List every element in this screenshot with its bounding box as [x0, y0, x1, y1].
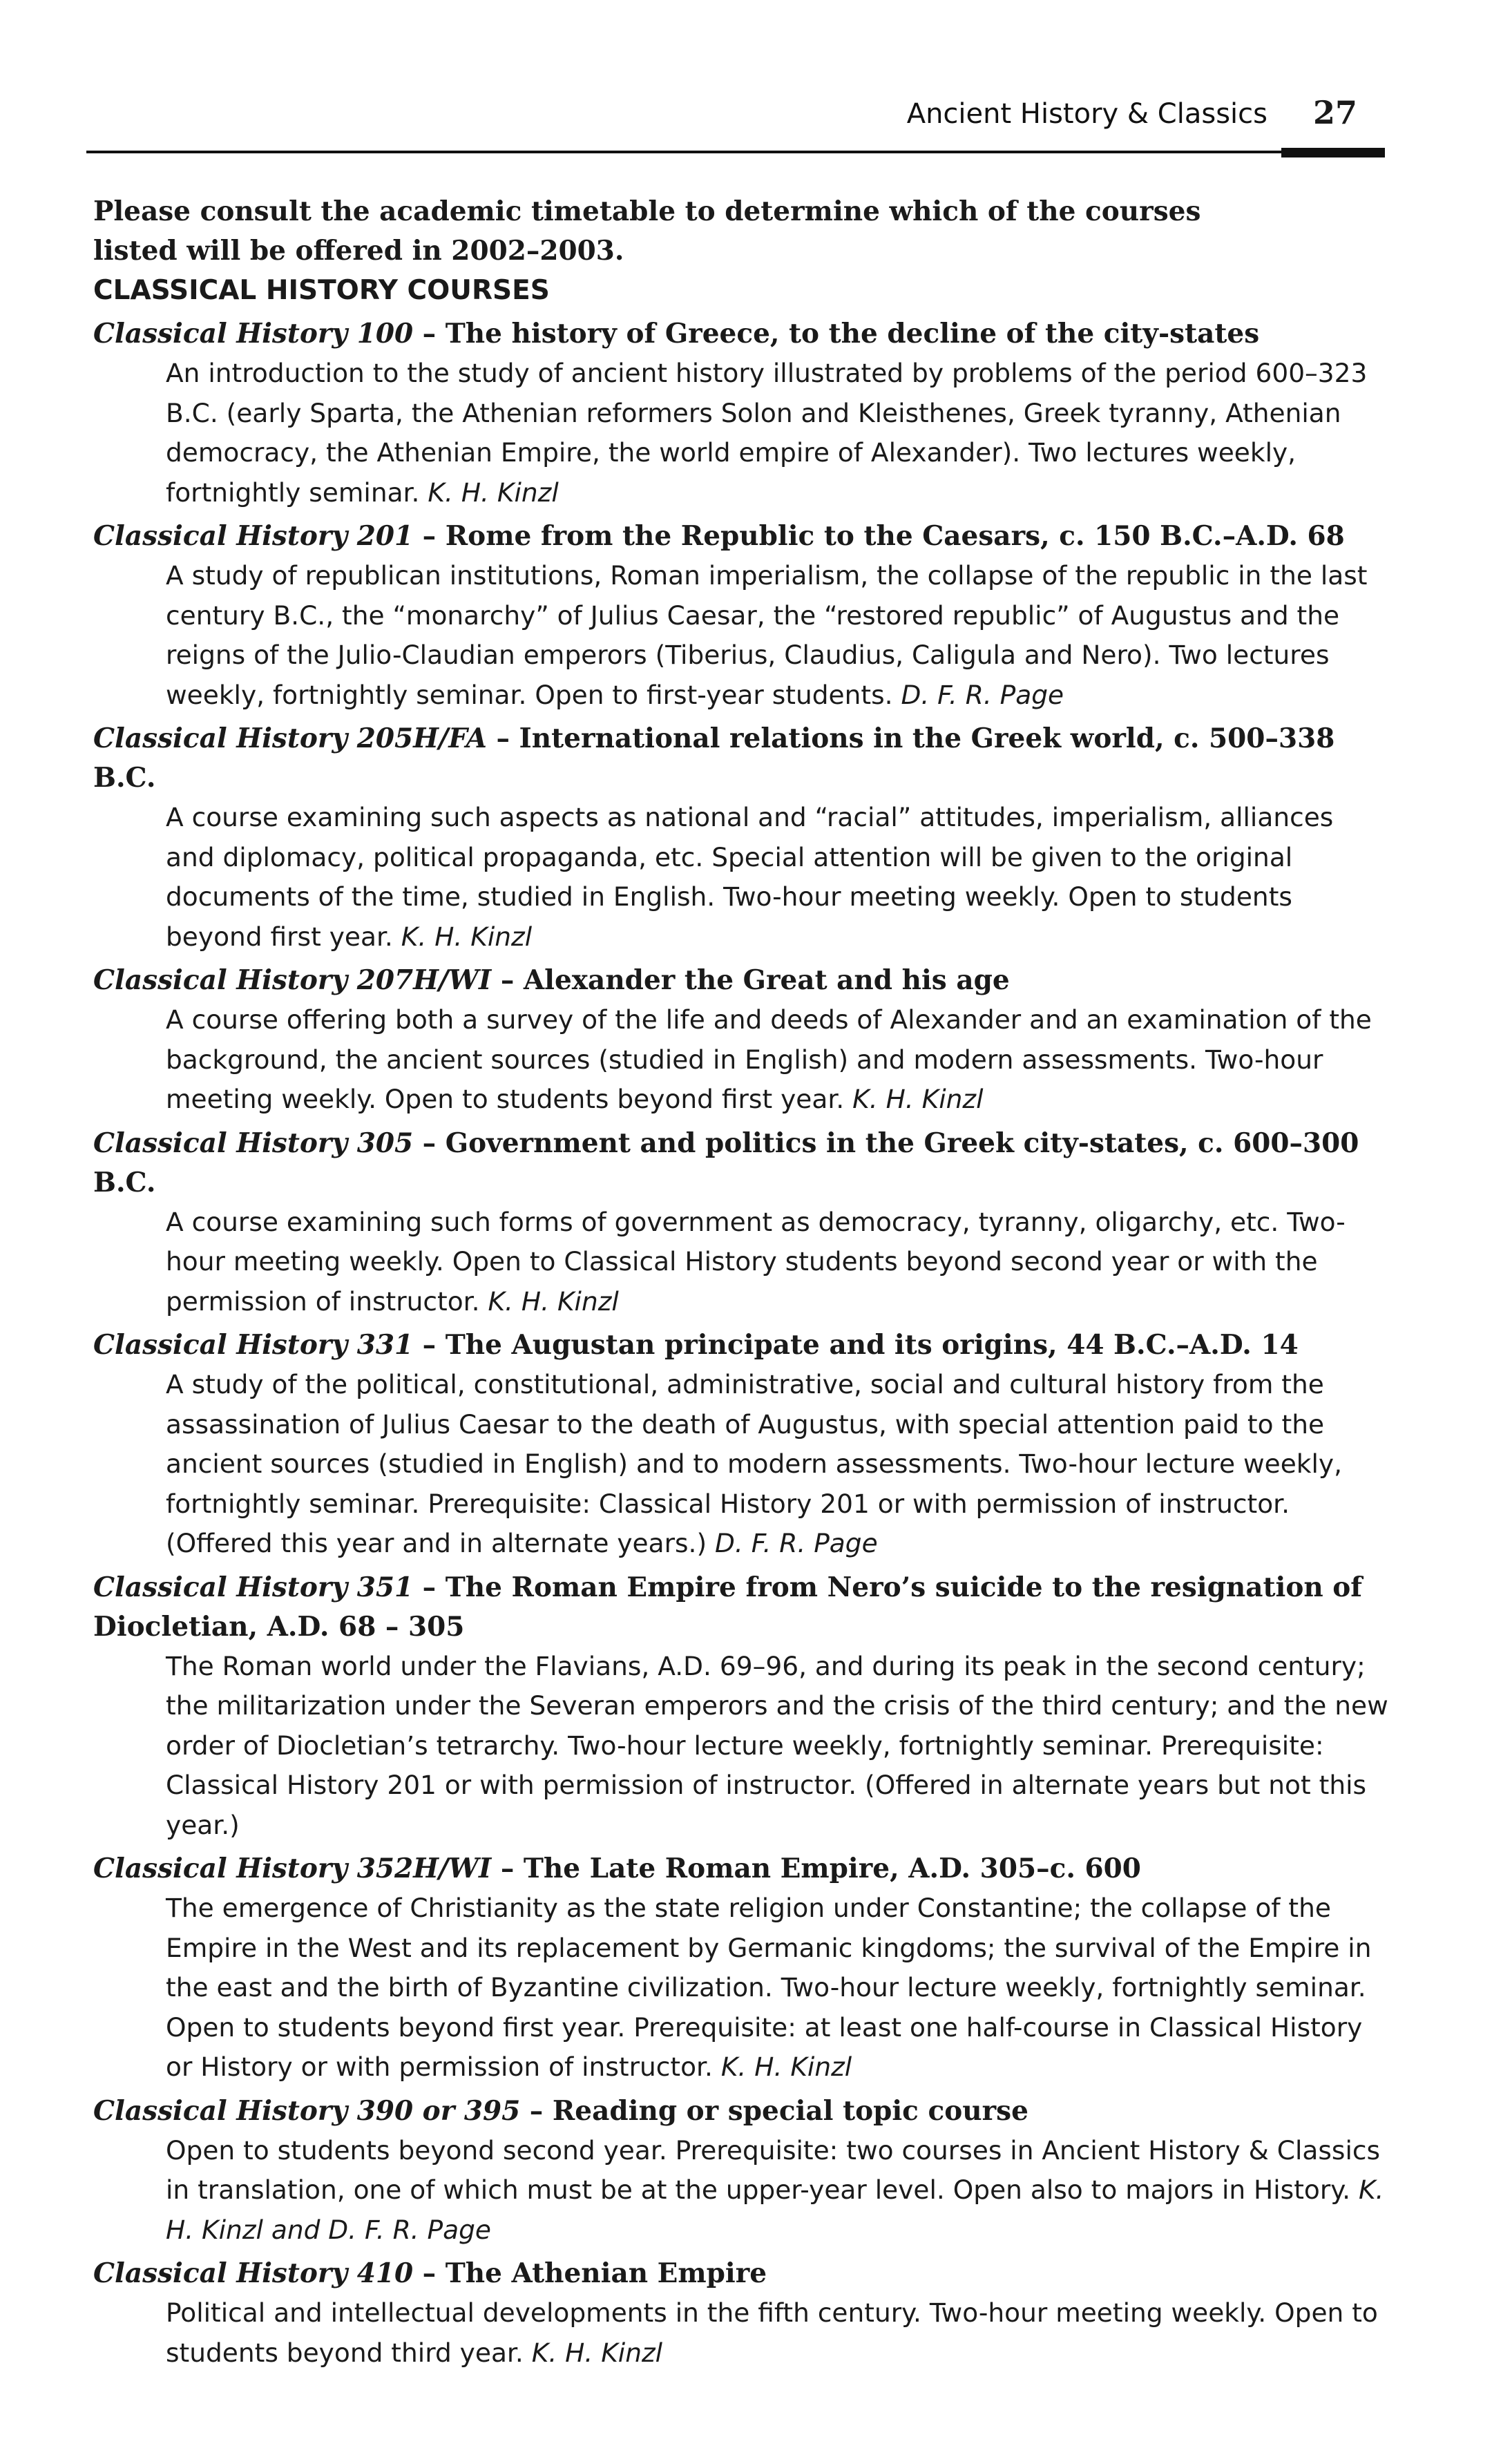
course-title	[93, 314, 1392, 354]
course-description-text: A course offering both a survey of the life and deeds of Alexander and an examination of the background, the ancient sources (studied in English) and modern assessments. Two-hour meeting weekly. Open to students beyond first year.	[166, 1004, 1372, 1114]
course-instructor: K. H. Kinzl and D. F. R. Page	[166, 2175, 1384, 2245]
course-title	[93, 1568, 1392, 1647]
page-header	[86, 90, 1385, 138]
course-code: Classical History 205H/FA	[93, 723, 487, 754]
course-instructor: K. H. Kinzl	[488, 1286, 619, 1317]
course-instructor: D. F. R. Page	[715, 1528, 878, 1558]
course-description	[166, 354, 1388, 513]
course-code: Classical History 201	[93, 520, 414, 552]
header-rule-tab	[1281, 148, 1385, 157]
course-title	[93, 2254, 1392, 2293]
course-description	[166, 2131, 1388, 2250]
course-title	[93, 2092, 1392, 2131]
course-description	[166, 798, 1388, 957]
course-title	[93, 517, 1392, 556]
course-entry	[93, 2092, 1392, 2250]
course-description	[166, 556, 1388, 715]
course-name: – The Athenian Empire	[413, 2257, 767, 2289]
course-code: Classical History 207H/WI	[93, 964, 492, 996]
page-content	[93, 192, 1392, 2373]
page-number: 27	[1312, 94, 1357, 131]
course-name: – The Late Roman Empire, A.D. 305–c. 600	[491, 1853, 1141, 1884]
course-name: – International relations in the Greek world, c. 500–338 B.C.	[93, 723, 1335, 794]
course-name: – Rome from the Republic to the Caesars, c. 150 B.C.–A.D. 68	[413, 520, 1345, 552]
course-description-text: A course examining such forms of government as democracy, tyranny, oligarchy, etc. Two-hour meeting weekly. Open to Classical History students beyond second year or with the permission of instructor.	[166, 1206, 1346, 1317]
course-entry	[93, 719, 1392, 957]
timetable-notice: Please consult the academic timetable to determine which of the courses listed will be offered in 2002–2003.	[93, 195, 1201, 267]
course-name: – The Roman Empire from Nero’s suicide to the resignation of Diocletian, A.D. 68 – 305	[93, 1571, 1363, 1643]
course-entry	[93, 517, 1392, 715]
course-description	[166, 1203, 1388, 1322]
course-instructor: K. H. Kinzl	[428, 477, 559, 508]
section-heading: CLASSICAL HISTORY COURSES	[93, 275, 550, 306]
course-code: Classical History 390 or 395	[93, 2094, 521, 2127]
course-description-text: A course examining such aspects as national and “racial” attitudes, imperialism, alliances and diplomacy, political propaganda, etc. Special attention will be given to the original documents of the time, studied in English. Two-hour meeting weekly. Open to students beyond first year.	[166, 802, 1334, 952]
course-title	[93, 1124, 1392, 1203]
course-description	[166, 1889, 1388, 2087]
course-title	[93, 1326, 1392, 1365]
course-description-text: A study of republican institutions, Roman imperialism, the collapse of the republic in the last century B.C., the “monarchy” of Julius Caesar, the “restored republic” of Augustus and the reigns of the Julio-Claudian emperors (Tiberius, Claudius, Caligula and Nero). Two lectures weekly, fortnightly seminar. Open to first-year students.	[166, 560, 1368, 710]
course-description	[166, 1000, 1388, 1120]
course-code: Classical History 305	[93, 1127, 414, 1159]
course-name: – The Augustan principate and its origins, 44 B.C.–A.D. 14	[413, 1329, 1299, 1361]
course-code: Classical History 331	[93, 1329, 414, 1361]
course-instructor: K. H. Kinzl	[720, 2052, 852, 2082]
course-description	[166, 2293, 1388, 2373]
course-description-text: A study of the political, constitutional, administrative, social and cultural history from the assassination of Julius Caesar to the death of Augustus, with special attention paid to the ancient sources (studied in English) and to modern assessments. Two-hour lecture weekly, fortnightly seminar. Prerequisite: Classical History 201 or with permission of instructor. (Offered this year and in alternate years.)	[166, 1369, 1343, 1558]
course-description-text: Political and intellectual developments in the fifth century. Two-hour meeting weekly. Open to students beyond third year.	[166, 2297, 1378, 2368]
course-name: – Government and politics in the Greek city-states, c. 600–300 B.C.	[93, 1127, 1359, 1198]
course-entry	[93, 2254, 1392, 2373]
course-code: Classical History 352H/WI	[93, 1853, 492, 1884]
course-entry	[93, 1568, 1392, 1846]
course-instructor: K. H. Kinzl	[852, 1084, 984, 1114]
course-description-text: The emergence of Christianity as the state religion under Constantine; the collapse of the Empire in the West and its replacement by Germanic kingdoms; the survival of the Empire in the east and the birth of Byzantine civilization. Two-hour lecture weekly, fortnightly seminar. Open to students beyond first year. Prerequisite: at least one half-course in Classical History or History or with permission of instructor.	[166, 1893, 1372, 2082]
course-instructor: K. H. Kinzl	[401, 921, 533, 952]
course-name: – The history of Greece, to the decline of the city-states	[413, 318, 1260, 350]
course-entry	[93, 1326, 1392, 1564]
course-description	[166, 1647, 1388, 1846]
course-instructor: D. F. R. Page	[901, 679, 1064, 710]
course-title	[93, 719, 1392, 798]
course-code: Classical History 410	[93, 2257, 414, 2289]
course-entry	[93, 314, 1392, 513]
course-description-text: The Roman world under the Flavians, A.D. 69–96, and during its peak in the second century; the militarization under the Severan emperors and the crisis of the third century; and the new order of Diocletian’s tetrarchy. Two-hour lecture weekly, fortnightly seminar. Prerequisite: Classical History 201 or with permission of instructor. (Offered in alternate years but not this year.)	[166, 1650, 1388, 1840]
course-entry	[93, 1849, 1392, 2087]
course-instructor: K. H. Kinzl	[531, 2337, 663, 2368]
course-title	[93, 961, 1392, 1000]
course-name: – Reading or special topic course	[520, 2094, 1028, 2127]
course-description-text: An introduction to the study of ancient history illustrated by problems of the period 600–323 B.C. (early Sparta, the Athenian reformers Solon and Kleisthenes, Greek tyranny, Athenian democracy, the Athenian Empire, the world empire of Alexander). Two lectures weekly, fortnightly seminar.	[166, 358, 1368, 508]
course-name: – Alexander the Great and his age	[491, 964, 1010, 996]
course-code: Classical History 351	[93, 1571, 414, 1603]
header-rule	[86, 151, 1385, 153]
course-entry	[93, 961, 1392, 1120]
course-description-text: Open to students beyond second year. Prerequisite: two courses in Ancient History & Classics in translation, one of which must be at the upper-year level. Open also to majors in History.	[166, 2134, 1381, 2205]
course-description	[166, 1365, 1388, 1564]
course-entry	[93, 1124, 1392, 1322]
course-code: Classical History 100	[93, 318, 414, 350]
running-head: Ancient History & Classics	[906, 98, 1267, 130]
course-title	[93, 1849, 1392, 1889]
